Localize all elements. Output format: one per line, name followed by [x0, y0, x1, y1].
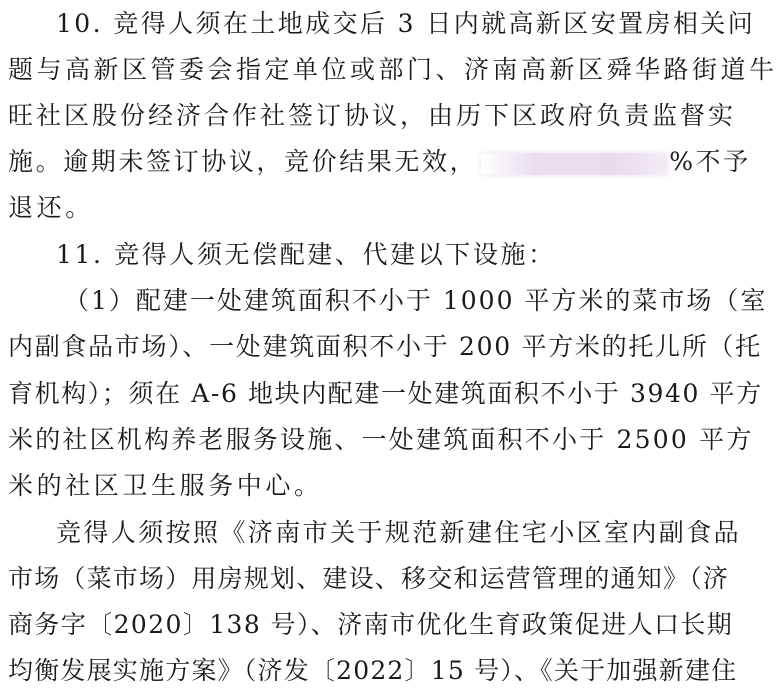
paragraph-10-line-2: 题与高新区管委会指定单位或部门、济南高新区舜华路街道牛 — [8, 55, 778, 84]
paragraph-10-line-4 — [8, 138, 751, 186]
item-1-line-5: 米的社区卫生服务中心。 — [8, 471, 323, 500]
item-1-line-4: 米的社区机构养老服务设施、一处建筑面积不小于 2500 平方 — [8, 425, 754, 454]
paragraph-12-line-2: 市场（菜市场）用房规划、建设、移交和运营管理的通知》（济 — [8, 564, 730, 593]
paragraph-10-line-4-end: %不予 — [669, 147, 751, 176]
paragraph-10-line-4-start: 施。逾期未签订协议，竞价结果无效， — [8, 147, 478, 176]
item-1-line-2: 内副食品市场）、一处建筑面积不小于 200 平方米的托儿所（托 — [8, 332, 762, 361]
item-1-line-3: 育机构）；须在 A-6 地块内配建一处建筑面积不小于 3940 平方 — [8, 379, 763, 408]
item-1-line-1: （1）配建一处建筑面积不小于 1000 平方米的菜市场（室 — [64, 286, 768, 315]
paragraph-10-line-1: 10. 竞得人须在土地成交后 3 日内就高新区安置房相关问 — [56, 9, 756, 38]
paragraph-12-line-1: 竞得人须按照《济南市关于规范新建住宅小区室内副食品 — [56, 518, 742, 547]
paragraph-12-line-3: 商务字〔2020〕138 号）、济南市优化生育政策促进人口长期 — [8, 610, 734, 639]
paragraph-10-line-5: 退还。 — [8, 193, 94, 222]
paragraph-11-heading: 11. 竞得人须无偿配建、代建以下设施： — [56, 240, 556, 269]
paragraph-10-line-3: 旺社区股份经济合作社签订协议，由历下区政府负责监督实 — [8, 101, 737, 130]
paragraph-12-line-4: 均衡发展实施方案》（济发〔2022〕15 号）、《关于加强新建住 — [8, 656, 738, 685]
redaction-mark — [481, 153, 667, 175]
